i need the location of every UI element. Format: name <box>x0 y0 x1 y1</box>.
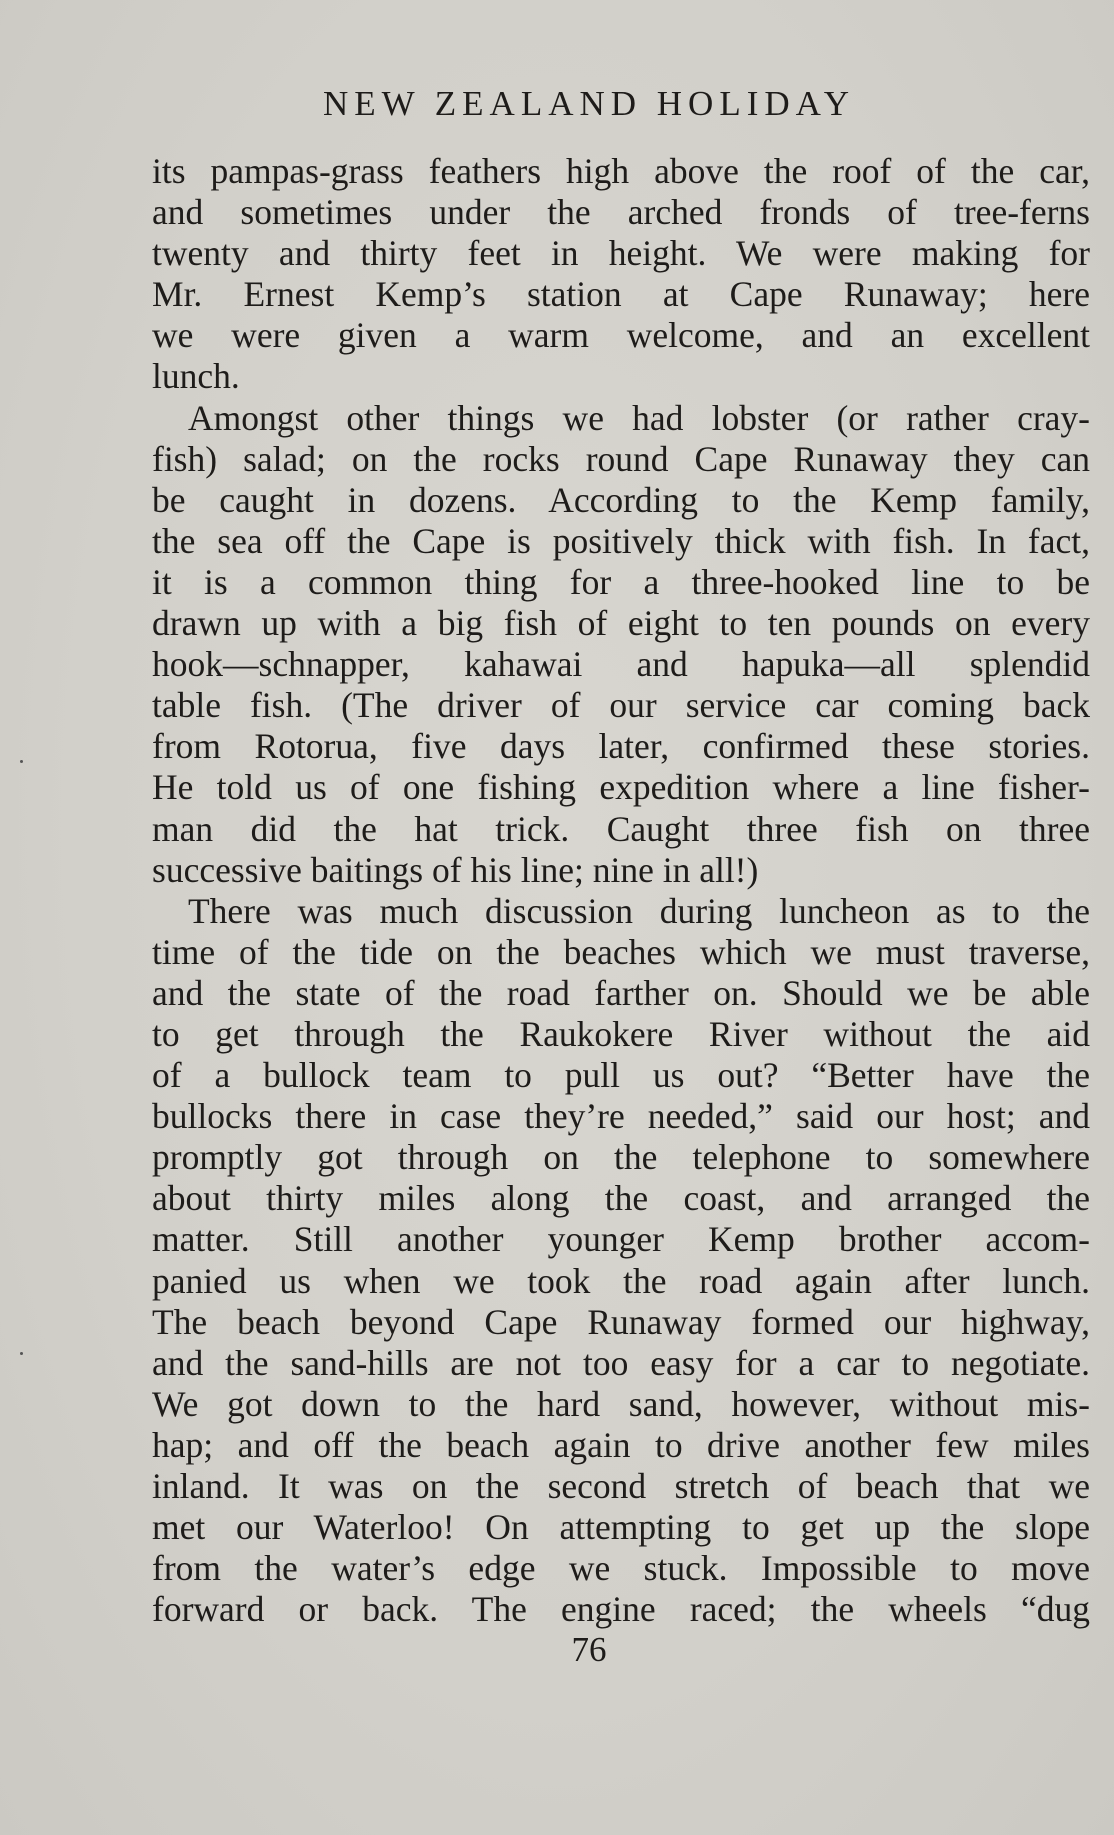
text-line: We got down to the hard sand, however, without mis- <box>152 1383 1090 1424</box>
page-number: 76 <box>571 1630 607 1669</box>
text-line: The beach beyond Cape Runaway formed our highway, <box>152 1301 1090 1342</box>
text-line: and sometimes under the arched fronds of tree-ferns <box>152 192 1090 233</box>
body-text <box>152 151 1090 1630</box>
text-line: inland. It was on the second stretch of beach that we <box>152 1466 1090 1506</box>
text-line: its pampas-grass feathers high above the roof of the car, <box>152 151 1090 191</box>
running-head: NEW ZEALAND HOLIDAY <box>322 84 855 123</box>
text-line: about thirty miles along the coast, and arranged the <box>152 1178 1090 1219</box>
text-line: panied us when we took the road again after lunch. <box>152 1260 1090 1301</box>
text-line: from the water’s edge we stuck. Impossible to move <box>152 1548 1090 1589</box>
text-line: fish) salad; on the rocks round Cape Runaway they can <box>152 438 1090 479</box>
text-line: man did the hat trick. Caught three fish on three <box>152 808 1090 849</box>
text-line: matter. Still another younger Kemp brother accom- <box>152 1219 1090 1260</box>
text-line: Mr. Ernest Kemp’s station at Cape Runaway; here <box>152 274 1090 315</box>
text-line: twenty and thirty feet in height. We were making for <box>152 233 1090 274</box>
text-line: from Rotorua, five days later, confirmed these stories. <box>152 726 1090 767</box>
text-line: promptly got through on the telephone to somewhere <box>152 1137 1090 1178</box>
paragraph-first-line: Amongst other things we had lobster (or rather cray- <box>188 397 1090 438</box>
text-line: and the sand-hills are not too easy for a car to negotiate. <box>152 1342 1090 1383</box>
text-line: table fish. (The driver of our service car coming back <box>152 685 1090 726</box>
text-line: successive baitings of his line; nine in all!) <box>152 849 759 890</box>
text-line: lunch. <box>152 356 240 397</box>
text-line: hap; and off the beach again to drive another few miles <box>152 1424 1090 1465</box>
text-line: the sea off the Cape is positively thick with fish. In fact, <box>152 520 1090 561</box>
text-line: time of the tide on the beaches which we must traverse, <box>152 931 1090 972</box>
text-line: drawn up with a big fish of eight to ten pounds on every <box>152 603 1090 644</box>
text-line: of a bullock team to pull us out? “Better have the <box>152 1055 1090 1096</box>
text-line: bullocks there in case they’re needed,” said our host; and <box>152 1096 1090 1137</box>
text-line: hook—schnapper, kahawai and hapuka—all splendid <box>152 644 1090 685</box>
text-line: forward or back. The engine raced; the wheels “dug <box>152 1589 1090 1630</box>
text-line: we were given a warm welcome, and an excellent <box>152 315 1090 356</box>
paragraph-first-line: There was much discussion during luncheon as to the <box>188 890 1090 931</box>
scan-speck <box>20 1352 23 1355</box>
text-line: met our Waterloo! On attempting to get up the slope <box>152 1507 1090 1548</box>
text-line: He told us of one fishing expedition where a line fisher- <box>152 767 1090 808</box>
text-line: to get through the Raukokere River without the aid <box>152 1013 1090 1054</box>
scan-speck <box>20 760 23 763</box>
text-line: be caught in dozens. According to the Kemp family, <box>152 479 1090 520</box>
text-line: and the state of the road farther on. Should we be able <box>152 972 1090 1013</box>
text-line: it is a common thing for a three-hooked line to be <box>152 561 1090 602</box>
